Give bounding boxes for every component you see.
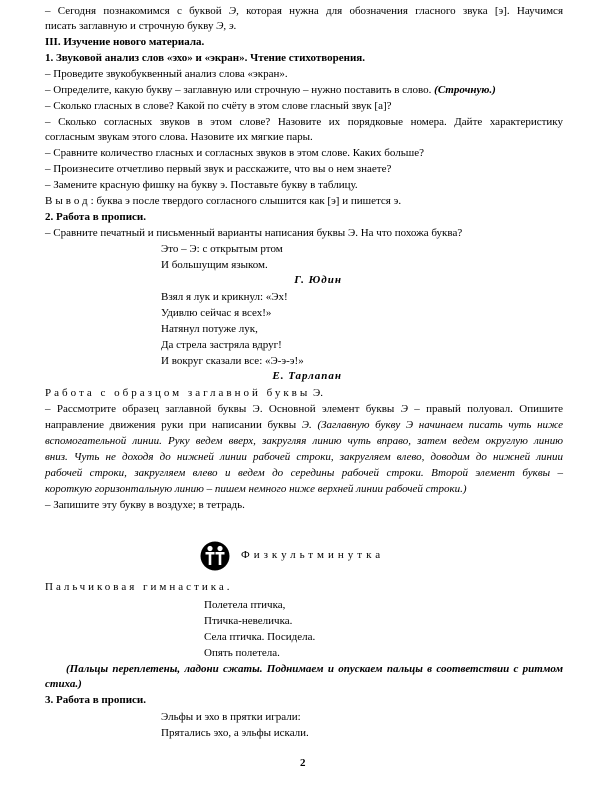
poem-line: Прятались эхо, а эльфы искали. [161,727,309,739]
task-line [45,83,563,98]
model-line [45,418,563,433]
poem-line: Да стрела застряла вдруг! [161,339,282,351]
subsection-heading-2: 2. Работа в прописи. [45,211,147,223]
poem-line: Птичка-невеличка. [204,615,293,627]
poem-line: И большущим языком. [161,259,268,271]
letter-italic: Э. [301,419,318,431]
text-run: – Сегодня познакомимся с буквой [45,5,229,17]
model-heading [45,386,563,401]
model-line: рабочей строки, закругляем влево и ведем до середины рабочей строки. Второй элемент буквы – [45,467,563,479]
intro-line-2 [45,19,563,34]
model-line [45,402,563,417]
task-line: – Сколько гласных в слове? Какой по счёту в этом слове гласный звук [а]? [45,100,392,112]
subsection-heading-3: 3. Работа в прописи. [45,694,147,706]
conclusion-label: Вывод [45,195,91,207]
poem-line: И вокруг сказали все: «Э-э-э!» [161,355,304,367]
poem-line: Натянул потуже лук, [161,323,258,335]
poem-author: Г. Юдин [294,274,342,286]
spaced-heading: Пальчиковая гимнастика. [45,581,233,593]
two-people-icon [200,541,230,571]
poem-line: Эльфы и эхо в прятки играли: [161,711,301,723]
poem-line: Полетела птичка, [204,599,286,611]
text-run: направление движения руки при написании буквы [45,419,302,431]
poem-line: Села птичка. Посидела. [204,631,316,643]
conclusion-line [45,194,563,209]
text-run: : буква э после твердого согласного слышится как [э] и пишется э. [90,195,402,207]
poem-line: Удивлю сейчас я всех!» [161,307,272,319]
intro-line-1 [45,4,563,19]
text-run: – Рассмотрите образец заглавной буквы Э. Основной элемент буквы [45,403,401,415]
letter-italic: Э [400,403,408,415]
letter-italic: Э, [228,5,239,17]
text-run: – правый полуовал. Опишите [407,403,564,415]
model-line: вспомогательной линии. Руку ведем вверх, закругляя линию чуть вправо, затем ведем округлую линию [45,435,563,447]
task-line: – Замените красную фишку на букву э. Поставьте букву в таблицу. [45,179,358,191]
letter-italic: Э, э. [216,20,237,32]
task-line: согласным звукам этого слова. Назовите их мягкие пары. [45,131,313,143]
finger-heading [45,580,563,595]
spaced-heading: Работа с образцом заглавной буквы [45,387,311,399]
answer-italic: (Строчную.) [434,84,496,96]
model-line: вниз. Чуть не доходя до нижней линии рабочей строки, закругляем влево, доводим до нижней линии [45,451,563,463]
poem-author: Е. Тарлапан [272,370,342,382]
finger-note: (Пальцы переплетены, ладони сжаты. Поднимаем и опускаем пальцы в соответствии с ритмом [66,663,563,675]
section-heading-iii: III. Изучение нового материала. [45,36,205,48]
text-run: – Определите, какую букву – заглавную или строчную – нужно поставить в слово. [45,84,435,96]
text-run: которая нужна для обозначения гласного звука [э]. Научимся [238,5,563,17]
subsection-heading-1: 1. Звуковой анализ слов «эхо» и «экран». Чтение стихотворения. [45,52,365,64]
task-line: – Сравните количество гласных и согласных звуков в этом слове. Каких больше? [45,147,424,159]
text-run: Э. [310,387,324,399]
model-line: короткую горизонтальную линию – пишем немного ниже верхней линии рабочей строки.) [45,483,467,495]
poem-line: Взял я лук и крикнул: «Эх! [161,291,288,303]
poem-line: Опять полетела. [204,647,280,659]
finger-note: стиха.) [45,678,82,690]
task-line: – Произнесите отчетливо первый звук и расскажите, что вы о нем знаете? [45,163,392,175]
poem-line: Это – Э: с открытым ртом [161,243,283,255]
task-line: – Сравните печатный и письменный варианты написания буквы Э. На что похожа буква? [45,227,463,239]
instruction-italic: (Заглавную букву Э начинаем писать чуть ниже [317,419,564,431]
fizkult-title: Физкультминутка [241,549,385,561]
page-number: 2 [300,757,306,769]
task-line: – Сколько согласных звуков в этом слове? Назовите их порядковые номера. Дайте характеристику [45,116,563,128]
model-line: – Запишите эту букву в воздухе; в тетрадь. [45,499,245,511]
task-line: – Проведите звукобуквенный анализ слова «экран». [45,68,288,80]
text-run: писать заглавную и строчную букву [45,20,217,32]
